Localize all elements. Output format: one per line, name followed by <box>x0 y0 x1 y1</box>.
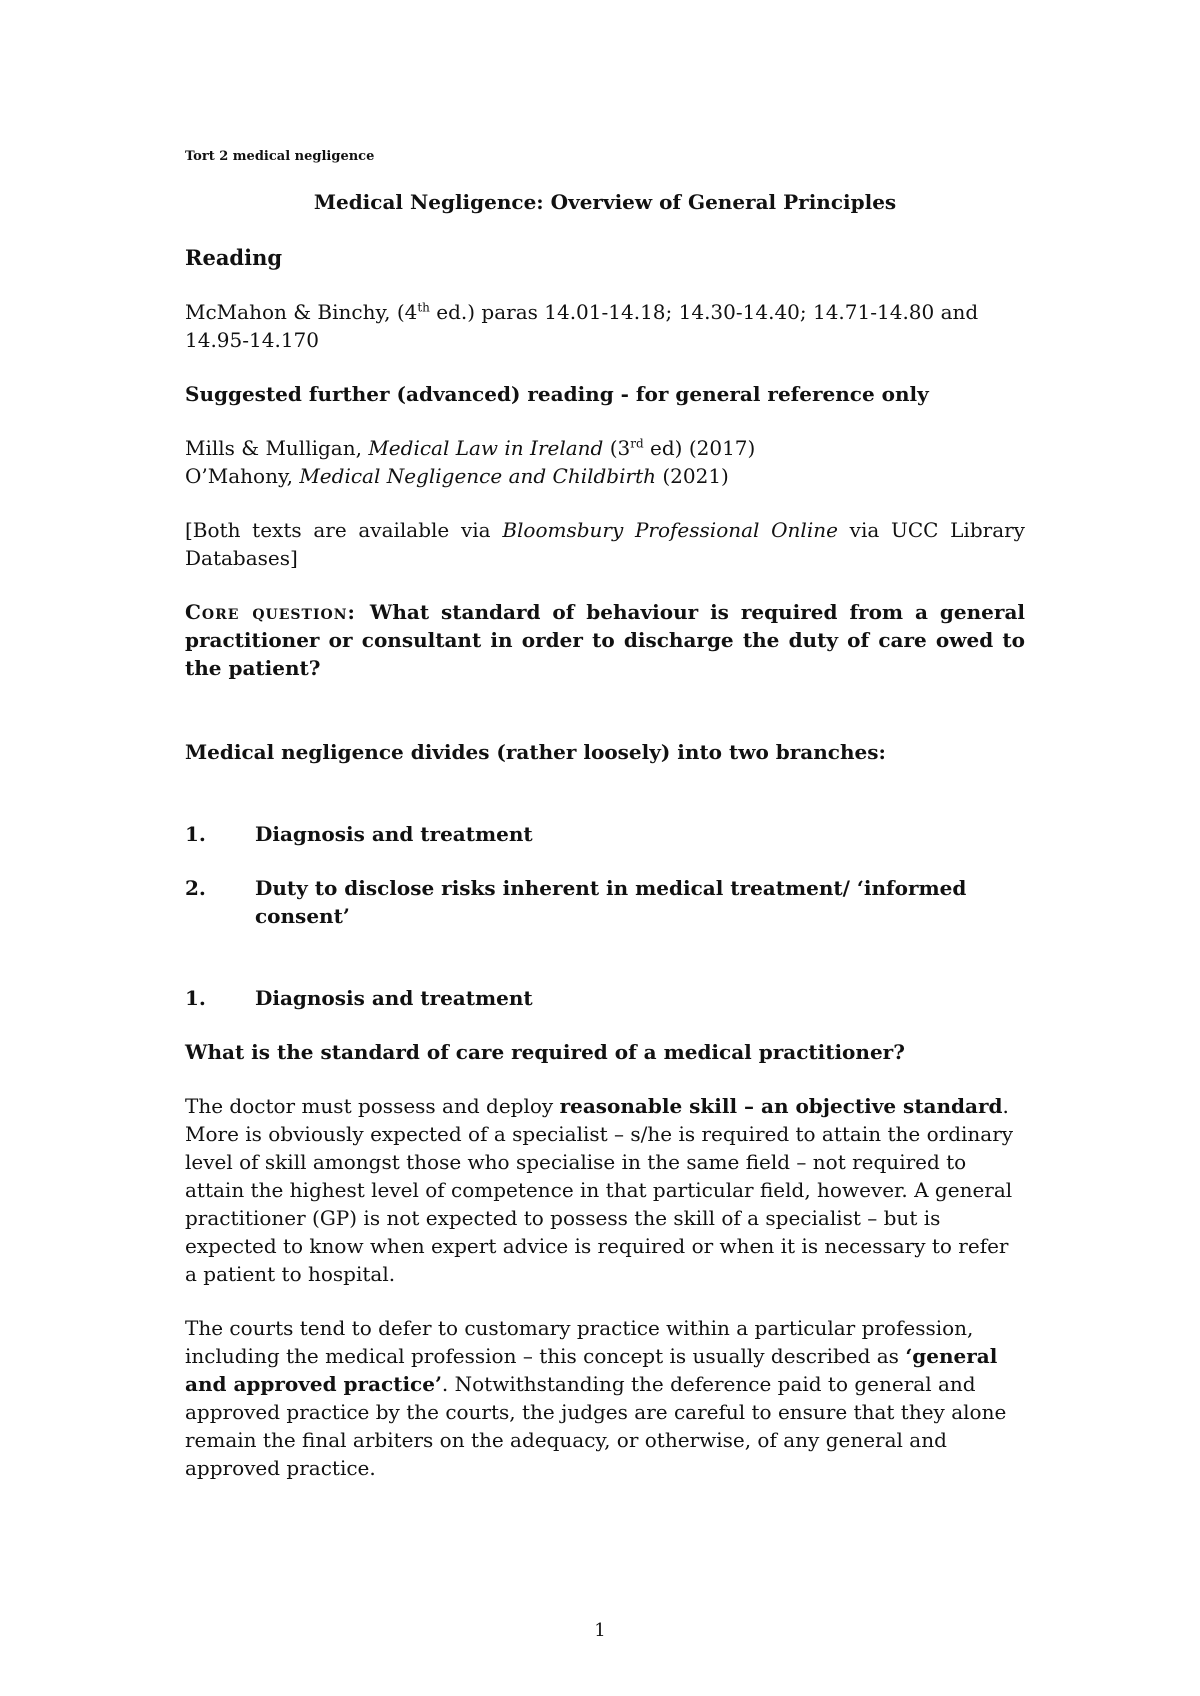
further-item-1 <box>185 436 755 460</box>
para1-bold: reasonable skill – an objective standard <box>559 1094 1003 1118</box>
branches-intro: Medical negligence divides (rather loosely) into two branches: <box>185 740 886 764</box>
branch-item-1-text: Diagnosis and treatment <box>255 822 533 846</box>
approved-practice-paragraph <box>185 1314 1025 1482</box>
branch-item-2-number: 2. <box>185 876 206 900</box>
reading-reference-authors: McMahon & Binchy, (4 <box>185 300 418 324</box>
para2-post: . Notwithstanding the deference paid to general and approved practice by the courts, the judges are careful to ensure that they alone remain the final arbiters on the adequacy, or otherwise, of any general and approved practice. <box>185 1372 1007 1480</box>
branch-item-1 <box>185 820 1025 848</box>
further-item-2 <box>185 464 729 488</box>
core-question-text: What standard of behaviour is required from a general practitioner or consultant in order to discharge the duty of care owed to the patient? <box>185 600 1025 680</box>
branch-item-2 <box>185 874 1025 930</box>
document-body <box>185 148 1025 1508</box>
further-item-1-ed: (3 <box>603 436 631 460</box>
further-item-2-year: (2021) <box>656 464 729 488</box>
reading-reference-rest: ed.) paras 14.01-14.18; 14.30-14.40; 14.71-14.80 and 14.95-14.170 <box>185 300 979 352</box>
branch-item-1-number: 1. <box>185 822 206 846</box>
further-item-2-author: O’Mahony, <box>185 464 300 488</box>
further-reading-heading: Suggested further (advanced) reading - for general reference only <box>185 382 929 406</box>
further-item-1-year: ed) (2017) <box>643 436 756 460</box>
further-item-1-author: Mills & Mulligan, <box>185 436 369 460</box>
availability-note-database: Bloomsbury Professional Online <box>502 518 838 542</box>
availability-note-post: via UCC Library Databases] <box>185 518 1025 570</box>
reading-reference-sup: th <box>417 300 430 315</box>
further-item-2-title: Medical Negligence and Childbirth <box>299 464 656 488</box>
reading-reference <box>185 298 1025 354</box>
branch-item-2-text: Duty to disclose risks inherent in medical treatment/ ‘informed consent’ <box>255 876 967 928</box>
page-number: 1 <box>594 1620 606 1641</box>
further-item-1-title: Medical Law in Ireland <box>368 436 604 460</box>
para2-bold: ‘general and approved practice’ <box>185 1344 998 1396</box>
reading-heading: Reading <box>185 245 283 270</box>
section-1-title: Diagnosis and treatment <box>255 986 533 1010</box>
para1-post: . More is obviously expected of a specialist – s/he is required to attain the ordinary level of skill amongst those who specialise in the same field – not required to attain the highest level of competence in that particular field, however. A general practitioner (GP) is not expected to possess the skill of a specialist – but is expected to know when expert advice is required or when it is necessary to refer a patient to hospital. <box>185 1094 1014 1286</box>
further-item-1-sup: rd <box>630 436 644 451</box>
core-question <box>185 598 1025 682</box>
standard-of-care-paragraph <box>185 1092 1025 1288</box>
para2-pre: The courts tend to defer to customary practice within a particular profession, including the medical profession – this concept is usually described as <box>185 1316 974 1368</box>
header-note: Tort 2 medical negligence <box>185 149 375 164</box>
core-question-label: Core question: <box>185 600 356 624</box>
standard-of-care-heading: What is the standard of care required of a medical practitioner? <box>185 1040 905 1064</box>
section-1-heading <box>185 984 1025 1012</box>
further-reading-list <box>185 434 1025 490</box>
availability-note-pre: [Both texts are available via <box>185 518 503 542</box>
availability-note <box>185 516 1025 572</box>
para1-pre: The doctor must possess and deploy <box>185 1094 560 1118</box>
section-1-number: 1. <box>185 986 206 1010</box>
document-title: Medical Negligence: Overview of General Principles <box>313 190 897 214</box>
